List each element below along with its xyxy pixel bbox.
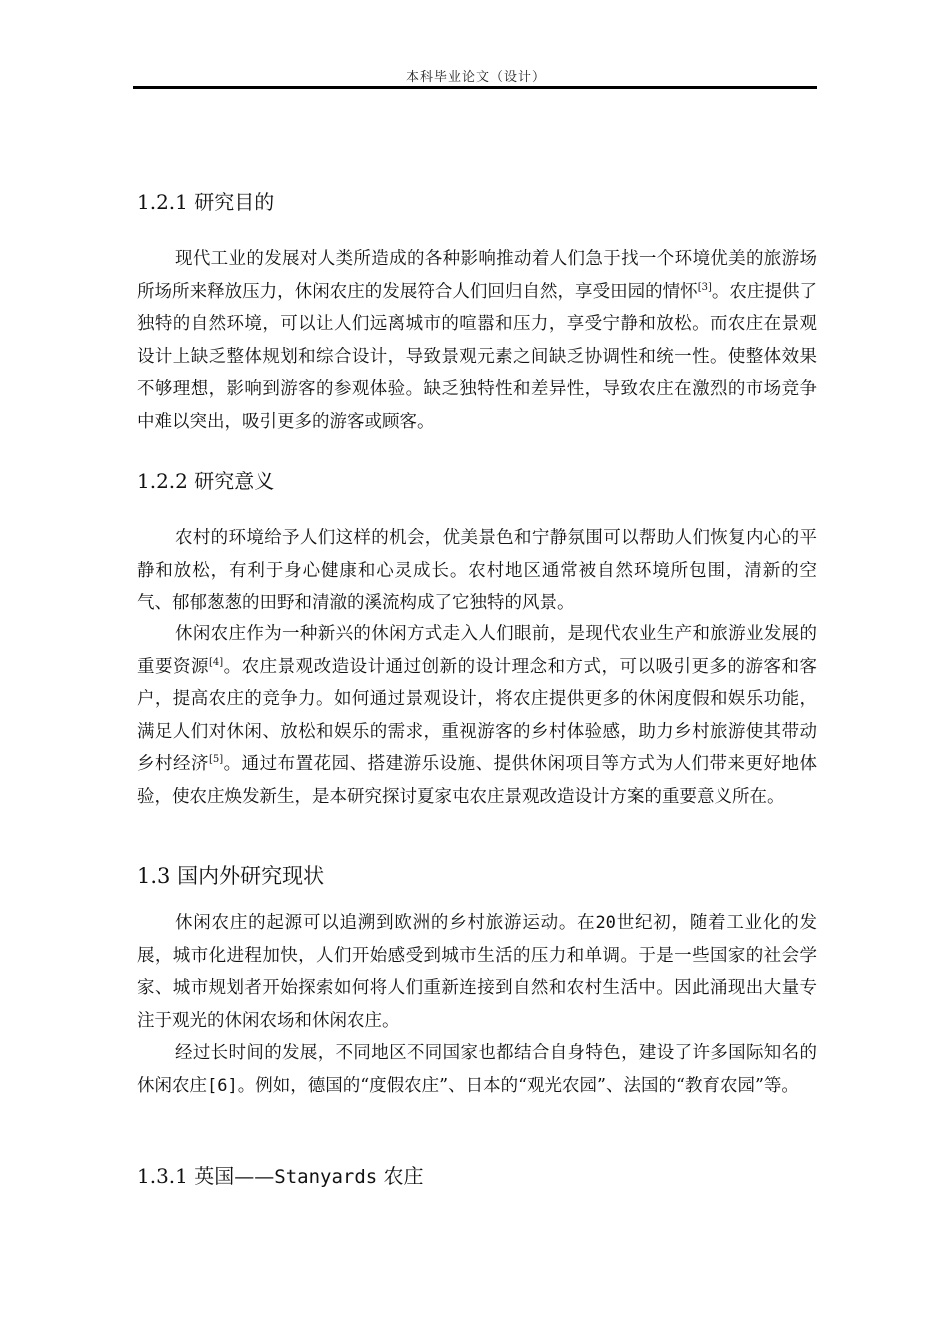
text-run: 。农庄提供了独特的自然环境，可以让人们远离城市的喧嚣和压力，享受宁静和放松。而农庄在景观设计上缺乏整体规划和综合设计，导致景观元素之间缺乏协调性和统一性。使整体效果不够理想，影响到游客的参观体验。缺乏独特性和差异性，导致农庄在激烈的市场竞争中难以突出，吸引更多的游客或顾客。 xyxy=(137,281,818,432)
citation-ref-6: [6] xyxy=(207,1075,238,1096)
paragraph-research-purpose xyxy=(137,243,817,438)
heading-1-3: 1.3 国内外研究现状 xyxy=(137,864,325,888)
header-divider xyxy=(133,86,817,89)
paragraph-research-status-2 xyxy=(137,1037,817,1102)
paragraph-research-significance-1: 农村的环境给予人们这样的机会，优美景色和宁静氛围可以帮助人们恢复内心的平静和放松，有利于身心健康和心灵成长。农村地区通常被自然环境所包围，清新的空气、郁郁葱葱的田野和清澈的溪流构成了它独特的风景。 xyxy=(137,528,817,613)
number-run: 20 xyxy=(595,913,616,933)
text-run: 休闲农庄的起源可以追溯到欧洲的乡村旅游运动。在 xyxy=(175,913,596,933)
page-header-title: 本科毕业论文（设计） xyxy=(405,70,546,85)
paragraph-research-significance-2 xyxy=(137,618,817,813)
citation-ref-4: [4] xyxy=(208,656,224,668)
paragraph-research-status-1 xyxy=(137,907,817,1037)
heading-1-3-1 xyxy=(137,1160,424,1189)
citation-ref-3: [3] xyxy=(697,281,712,293)
text-run: 现代工业的发展对人类所造成的各种影响推动着人们急于找一个环境优美的旅游场所场所来释放压力，休闲农庄的发展符合人们回归自然，享受田园的情怀 xyxy=(137,249,817,302)
text-run: 。例如，德国的“度假农庄”、日本的“观光农园”、法国的“教育农园”等。 xyxy=(237,1075,799,1096)
heading-text: 农庄 xyxy=(377,1164,424,1188)
text-run: 经过长时间的发展，不同地区不同国家也都结合自身特色，建设了许多国际知名的休闲农庄 xyxy=(137,1043,817,1096)
heading-text: 1.3.1 英国—— xyxy=(137,1164,275,1188)
heading-1-2-2: 1.2.2 研究意义 xyxy=(137,469,275,493)
heading-latin-text: Stanyards xyxy=(274,1166,378,1188)
text-run: 休闲农庄作为一种新兴的休闲方式走入人们眼前，是现代农业生产和旅游业发展的重要资源 xyxy=(137,624,817,677)
text-run: 世纪初，随着工业化的发展，城市化进程加快，人们开始感受到城市生活的压力和单调。于是一些国家的社会学家、城市规划者开始探索如何将人们重新连接到自然和农村生活中。因此涌现出大量专注于观光的休闲农场和休闲农庄。 xyxy=(137,913,817,1031)
text-run: 。农庄景观改造设计通过创新的设计理念和方式，可以吸引更多的游客和客户，提高农庄的竞争力。如何通过景观设计，将农庄提供更多的休闲度假和娱乐功能，满足人们对休闲、放松和娱乐的需求，重视游客的乡村体验感，助力乡村旅游使其带动乡村经济 xyxy=(137,656,818,774)
citation-ref-5: [5] xyxy=(208,754,224,766)
text-run: 。通过布置花园、搭建游乐设施、提供休闲项目等方式为人们带来更好地体验，使农庄焕发新生，是本研究探讨夏家屯农庄景观改造设计方案的重要意义所在。 xyxy=(137,754,818,807)
heading-1-2-1: 1.2.1 研究目的 xyxy=(137,190,275,214)
